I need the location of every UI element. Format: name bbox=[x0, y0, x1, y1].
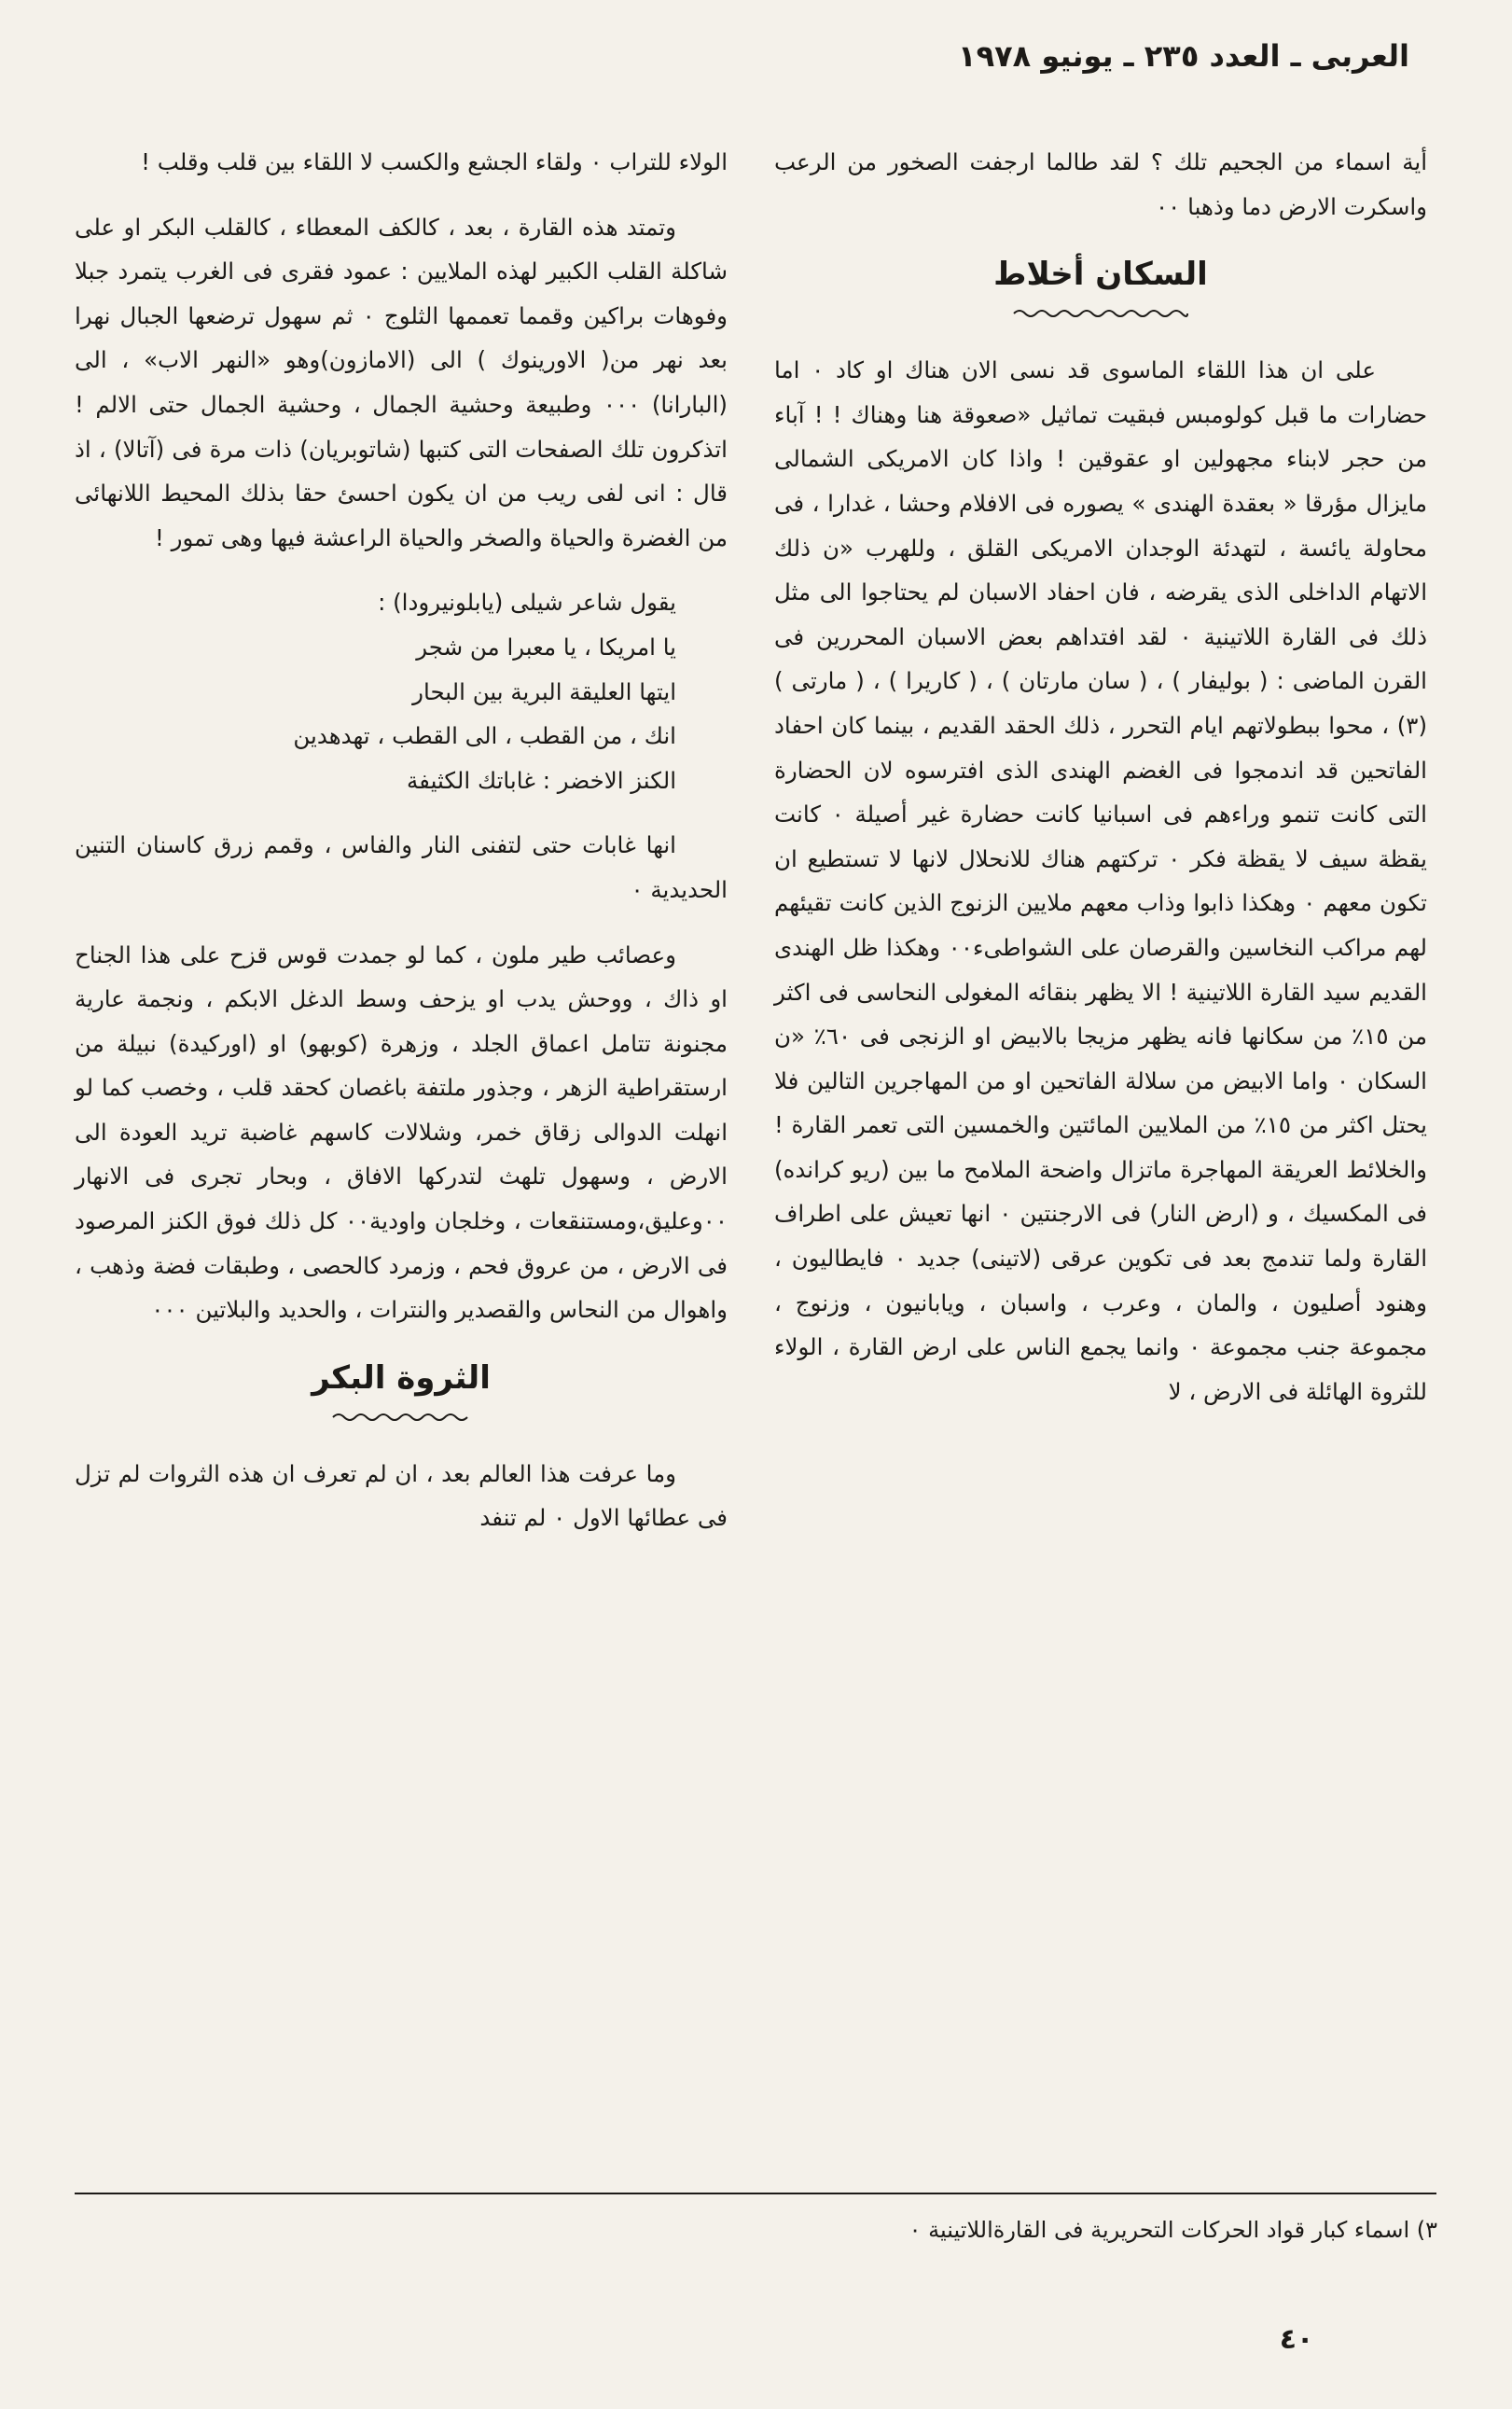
paragraph: وعصائب طير ملون ، كما لو جمدت قوس قزح على هذا الجناح او ذاك ، ووحش يدب او يزحف وسط الدغل الابكم ، ونجمة عارية مجنونة تتامل اعماق الجلد ، وزهرة (كوبهو) او (اوركيدة) نبيلة من ارستقراطية الزهر ، وجذور ملتفة باغصان كحقد قلب ، وخصب كما لو انهلت الدوالى زقاق خمر، وشلالات كاسهم غاضبة تريد العودة الى الارض ، وسهول تلهث لتدركها الافاق ، وبحار تجرى فى الانهار ٠٠وعليق،ومستنقعات ، وخلجان واودية٠٠ كل ذلك فوق الكنز المرصود فى الارض ، من عروق فحم ، وزمرد كالحصى ، وطبقات فضة وذهب ، واهوال من النحاس والقصدير والنترات ، والحديد والبلاتين ٠٠٠ bbox=[75, 940, 728, 1324]
paragraph: على ان هذا اللقاء الماسوى قد نسى الان هناك او كاد ٠ اما حضارات ما قبل كولومبس فبقيت تماثيل «صعوقة هنا وهناك ! ! آباء من حجر لابناء مجهولين او عقوقين ! واذا كان الامريكى الشمالى مايزال مؤرقا « بعقدة الهندى » يصوره فى الافلام وحشا ، غدارا ، فى محاولة يائسة ، لتهدئة الوجدان الامريكى القلق ، وللهرب «ن ذلك الاتهام الداخلى الذى يقرضه ، فان احفاد الاسبان لم يحتاجوا الى مثل ذلك فى القارة اللاتينية ٠ لقد افتداهم بعض الاسبان المحررين فى القرن الماضى : ( بوليفار ) ، ( سان مارتان ) ، ( كاريرا ) ، ( مارتى ) (٣) ، محوا ببطولاتهم ايام التحرر ، ذلك الحقد القديم ، بينما كان احفاد الفاتحين قد اندمجوا فى الغضم الهندى الذى افترسوه لان الحضارة التى كانت تنمو وراءهم فى اسبانيا كانت حضارة غير أصيلة ٠ كانت يقظة سيف لا يقظة فكر ٠ تركتهم هناك للانحلال لانها لا تستطيع ان تكون معهم ٠ وهكذا ذابوا وذاب معهم ملايين الزنوج الذين كانت تقيئهم لهم مراكب النخاسين والقرصان على الشواطىء٠٠ وهكذا ظل الهندى القديم سيد القارة اللاتينية ! الا يظهر بنقائه المغولى النحاسى فى اكثر من ١٥٪ من سكانها فانه يظهر مزيجا بالابيض او الزنجى فى ٦٠٪ «ن السكان ٠ واما الابيض من سلالة الفاتحين او من المهاجرين التالين فلا يحتل اكثر من ١٥٪ من الملايين المائتين والخمسين التى تعمر القارة ! والخلائط العريقة المهاجرة ماتزال واضحة الملامح ما بين (ريو كرانده) فى المكسيك ، و (ارض النار) فى الارجنتين ٠ انها تعيش على اطراف القارة ولما تندمج بعد فى تكوين عرقى (لاتينى) جديد ٠ فايطاليون ، وهنود أصليون ، والمان ، وعرب ، واسبان ، ويابانيون ، وزنوج ، مجموعة جنب مجموعة ٠ وانما يجمع الناس على ارض القارة ، الولاء للثروة الهائلة فى الارض ، لا bbox=[774, 356, 1428, 1405]
poem-line: الكنز الاخضر : غاباتك الكثيفة bbox=[407, 766, 676, 794]
poem-line: ايتها العليقة البرية بين البحار bbox=[412, 677, 676, 705]
footnote: ٣) اسماء كبار قواد الحركات التحريرية فى القارةاللاتينية ٠ bbox=[909, 2217, 1437, 2243]
section-heading: السكان أخلاط bbox=[993, 256, 1208, 294]
ornament-squiggle bbox=[1012, 307, 1189, 320]
paragraph: وتمتد هذه القارة ، بعد ، كالكف المعطاء ، كالقلب البكر او على شاكلة القلب الكبير لهذه الملايين : عمود فقرى فى الغرب يتمرد جبلا وفوهات براكين وقمما تعممها الثلوج ٠ ثم سهول ترضعها الجبال نهرا بعد نهر من( الاورينوك ) الى (الامازون)وهو «النهر الاب» ، الى (البارانا) ٠٠٠ وطبيعة وحشية الجمال ، وحشية الجمال حتى الالم ! اتذكرون تلك الصفحات التى كتبها (شاتوبريان) ذات مرة فى (آتالا) ، اذ قال : انى لفى ريب من ان يكون احسئ حقا بذلك المحيط اللانهائى من الغضرة والحياة والصخر والحياة الراعشة فيها وهى تمور ! bbox=[75, 213, 728, 551]
footnote-divider bbox=[75, 2193, 1436, 2194]
paragraph: انها غابات حتى لتفنى النار والفاس ، وقمم زرق كاسنان التنين الحديدية ٠ bbox=[75, 831, 728, 903]
section-heading: الثروة البكر bbox=[312, 1358, 491, 1397]
paragraph: أية اسماء من الجحيم تلك ؟ لقد طالما ارجفت الصخور من الرعب واسكرت الارض دما وذهبا ٠٠ bbox=[774, 148, 1427, 220]
poem-block bbox=[75, 625, 728, 802]
ornament-squiggle bbox=[331, 1411, 471, 1424]
paragraph: وما عرفت هذا العالم بعد ، ان لم تعرف ان هذه الثروات لم تزل فى عطائها الاول ٠ لم تنفد bbox=[75, 1459, 728, 1532]
left-column bbox=[75, 140, 728, 1540]
poem-line: انك ، من القطب ، الى القطب ، تهدهدين bbox=[293, 722, 676, 750]
poem-line: يا امريكا ، يا معبرا من شجر bbox=[416, 633, 676, 661]
running-header: العربى ـ العدد ٢٣٥ ـ يونيو ١٩٧٨ bbox=[958, 38, 1409, 74]
page-number: ٤٠ bbox=[1279, 2323, 1314, 2356]
right-column bbox=[774, 140, 1427, 1413]
paragraph: يقول شاعر شيلى (يابلونيرودا) : bbox=[378, 589, 676, 617]
paragraph: الولاء للتراب ٠ ولقاء الجشع والكسب لا اللقاء بين قلب وقلب ! bbox=[141, 148, 728, 175]
